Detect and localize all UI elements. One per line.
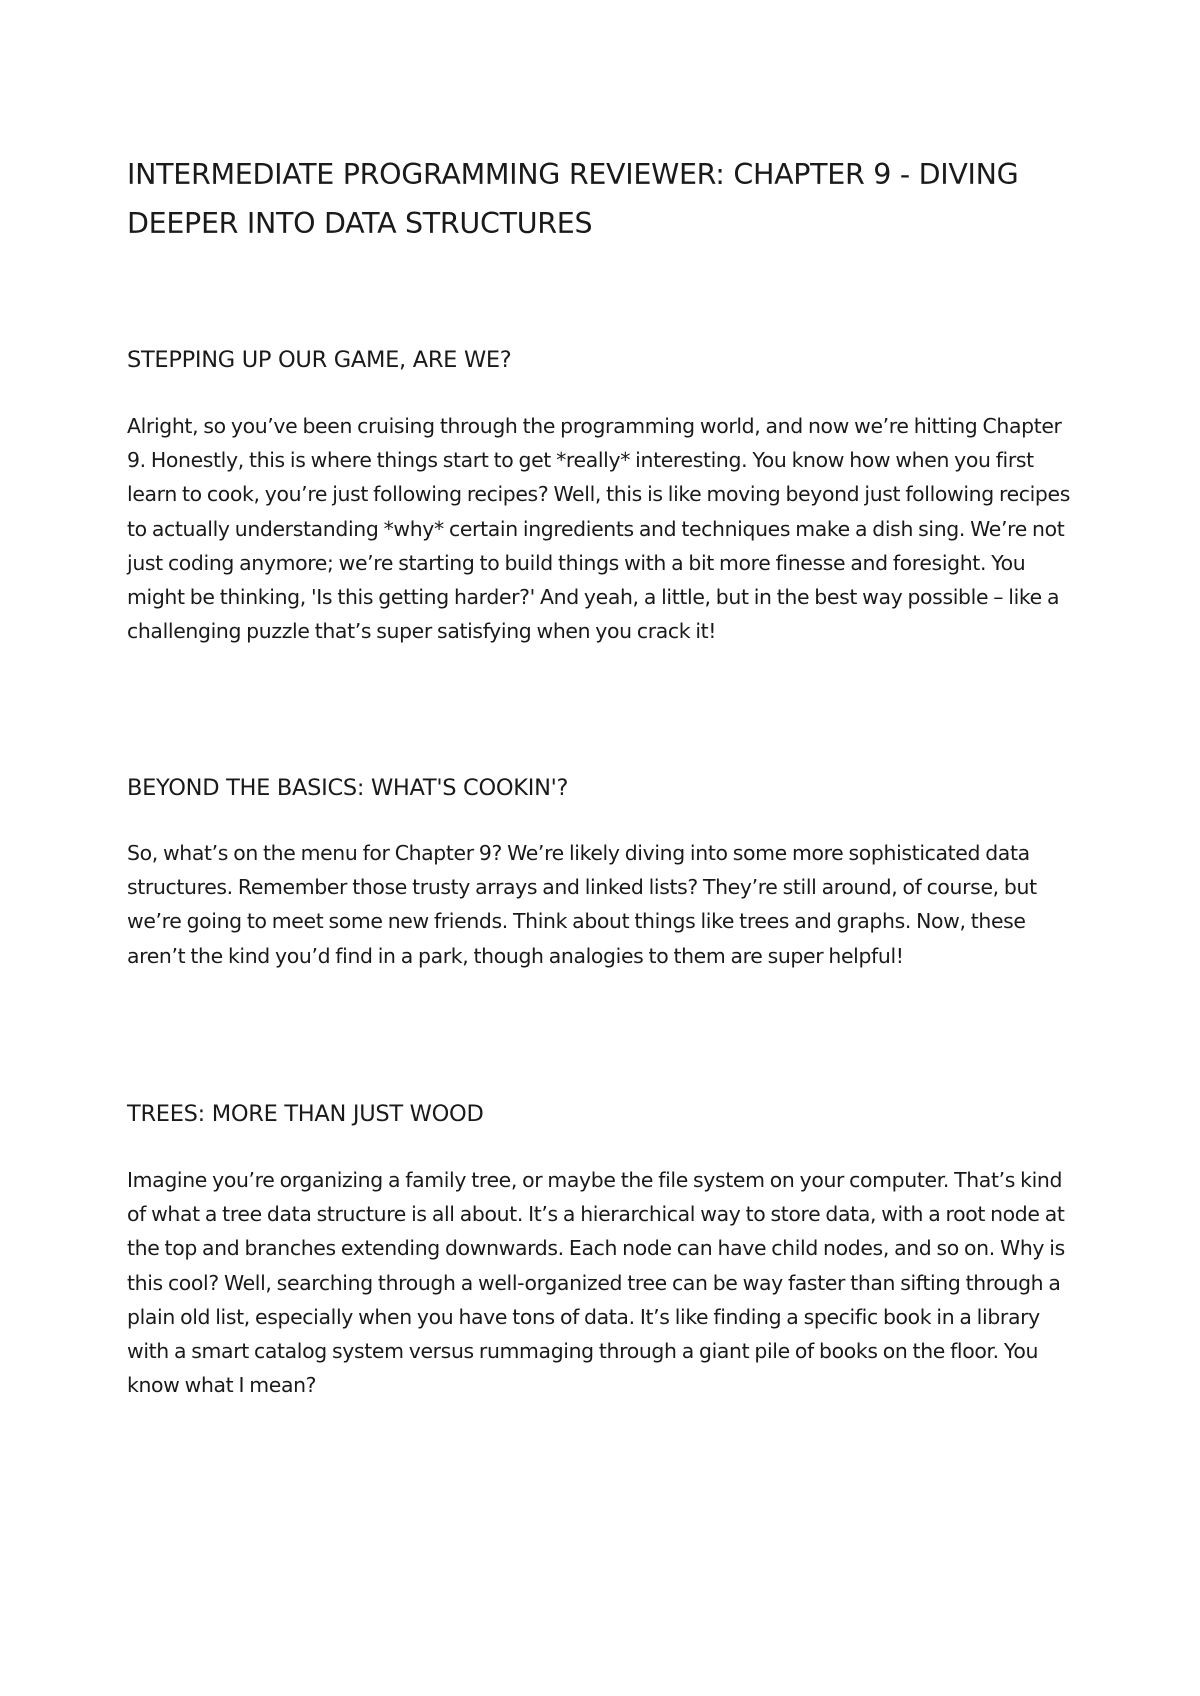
section-paragraph-trees: Imagine you’re organizing a family tree, or maybe the file system on your computer. That’s kind of what a tree data structure is all about. It’s a hierarchical way to store data, with a root node at the top and branches extending downwards. Each node can have child nodes, and so on. Why is this cool? Well, searching through a well-organized tree can be way faster than sifting through a plain old list, especially when you have tons of data. It’s like finding a specific book in a library with a smart catalog system versus rummaging through a giant pile of books on the floor. You know what I mean?	[127, 1168, 1065, 1398]
document-title: INTERMEDIATE PROGRAMMING REVIEWER: CHAPTER 9 - DIVING DEEPER INTO DATA STRUCTURES	[127, 158, 1019, 240]
section-paragraph-stepping-up: Alright, so you’ve been cruising through the programming world, and now we’re hitting Chapter 9. Honestly, this is where things start to get *really* interesting. You know how when you first learn to cook, you’re just following recipes? Well, this is like moving beyond just following recipes to actually understanding *why* certain ingredients and techniques make a dish sing. We’re not just coding anymore; we’re starting to build things with a bit more finesse and foresight. You might be thinking, 'Is this getting harder?' And yeah, a little, but in the best way possible – like a challenging puzzle that’s super satisfying when you crack it!	[127, 414, 1070, 644]
section-heading-beyond-basics: BEYOND THE BASICS: WHAT'S COOKIN'?	[127, 775, 569, 801]
section-heading-stepping-up: STEPPING UP OUR GAME, ARE WE?	[127, 347, 512, 373]
section-heading-trees: TREES: MORE THAN JUST WOOD	[127, 1101, 484, 1127]
section-paragraph-beyond-basics: So, what’s on the menu for Chapter 9? We’re likely diving into some more sophisticated data structures. Remember those trusty arrays and linked lists? They’re still around, of course, but we’re going to meet some new friends. Think about things like trees and graphs. Now, these aren’t the kind you’d find in a park, though analogies to them are super helpful!	[127, 841, 1037, 968]
